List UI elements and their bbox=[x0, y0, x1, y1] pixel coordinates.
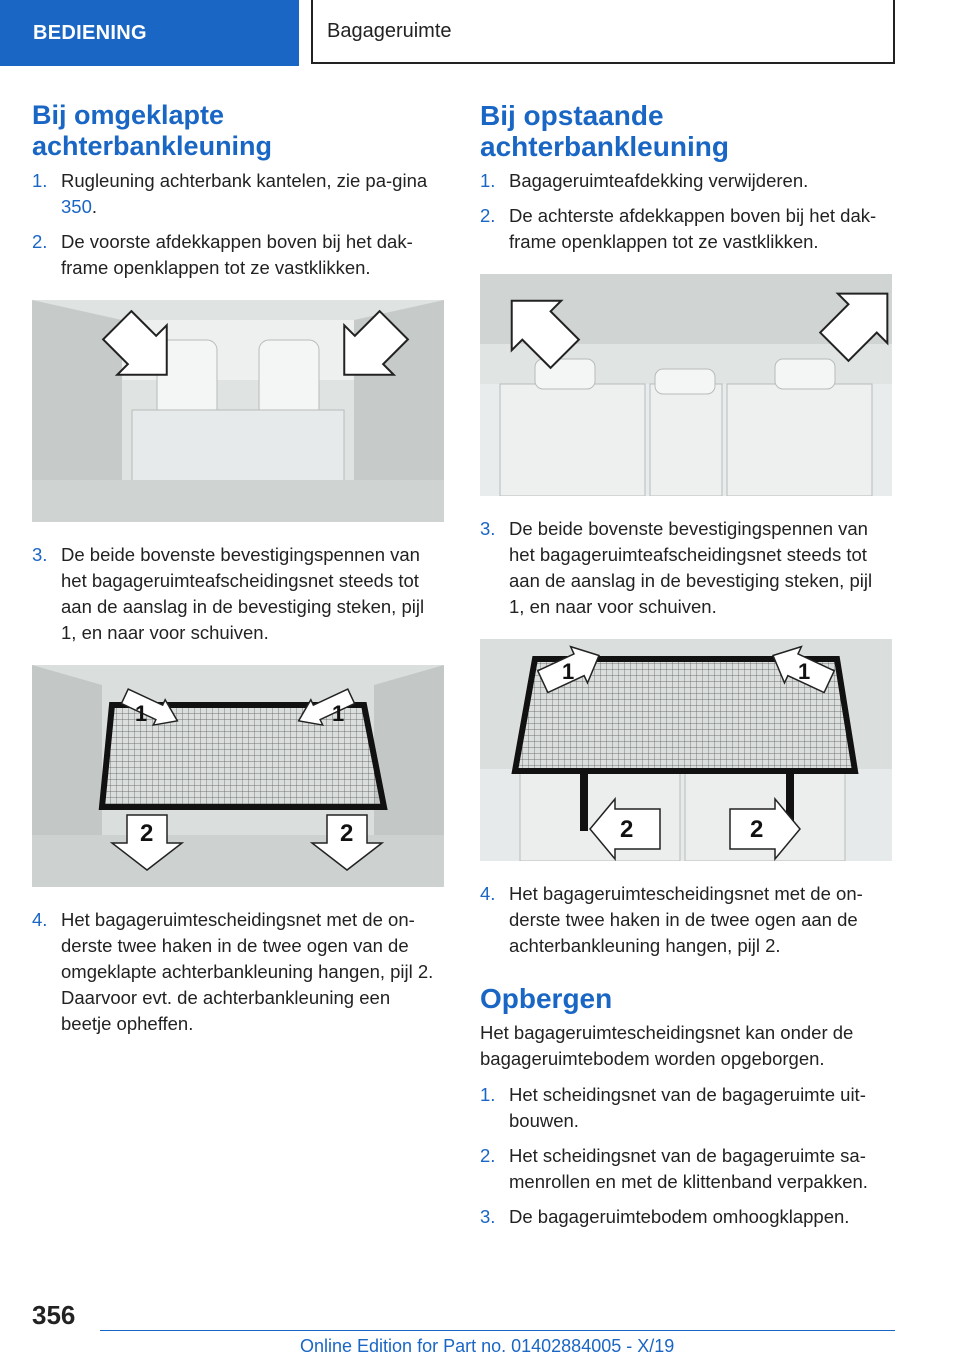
step-number: 2. bbox=[32, 231, 48, 252]
step-number: 3. bbox=[480, 1206, 496, 1227]
figure-cargo-folded-net bbox=[32, 665, 444, 887]
list-item bbox=[480, 1082, 892, 1134]
list-item bbox=[480, 1204, 892, 1230]
list-item bbox=[32, 542, 444, 646]
figure-cargo-folded-arrows bbox=[32, 300, 444, 522]
list-item bbox=[32, 907, 444, 1037]
section-heading-storage: Opbergen bbox=[480, 983, 613, 1014]
arrow-label-1b: 1 bbox=[332, 701, 345, 726]
step-number: 2. bbox=[480, 205, 496, 226]
figure-cargo-upright-arrows bbox=[480, 274, 892, 496]
step-number: 1. bbox=[480, 1084, 496, 1105]
footer-divider bbox=[100, 1330, 895, 1331]
arrow-label-2b: 2 bbox=[340, 820, 354, 847]
step-number: 4. bbox=[480, 883, 496, 904]
arrow-label-2b: 2 bbox=[750, 816, 764, 843]
list-item bbox=[480, 168, 892, 194]
steps-list-f bbox=[480, 881, 892, 959]
figure-cargo-upright-net bbox=[480, 639, 892, 861]
steps-list-c bbox=[32, 907, 444, 1037]
step-number: 3. bbox=[480, 518, 496, 539]
step-number: 1. bbox=[32, 170, 48, 191]
step-text: Het scheidingsnet van de bagageruimte sa-menrollen en met de klittenband verpakken. bbox=[509, 1145, 868, 1192]
chapter-title: Bagageruimte bbox=[327, 19, 452, 42]
page-number: 356 bbox=[32, 1300, 76, 1330]
arrow-label-2a: 2 bbox=[620, 816, 634, 843]
step-text: Het bagageruimtescheidingsnet met de on-derste twee haken in de twee ogen van de omgeklapte achterbankleuning hangen, pijl 2. Daarvoor evt. de achterbankleuning een beetje opheffen. bbox=[61, 909, 434, 1034]
step-text: De voorste afdekkappen boven bij het dak-frame openklappen tot ze vastklikken. bbox=[61, 231, 413, 278]
arrow-label-1a: 1 bbox=[135, 701, 148, 726]
step-number: 1. bbox=[480, 170, 496, 191]
step-number: 4. bbox=[32, 909, 48, 930]
step-text: Bagageruimteafdekking verwijderen. bbox=[509, 170, 809, 191]
storage-intro: Het bagageruimtescheidingsnet kan onder de bagageruimtebodem worden opgeborgen. bbox=[480, 1022, 854, 1069]
step-number: 2. bbox=[480, 1145, 496, 1166]
page-header bbox=[0, 0, 960, 66]
left-column bbox=[32, 100, 444, 1046]
arrow-label-2a: 2 bbox=[140, 820, 154, 847]
list-item bbox=[480, 203, 892, 255]
step-text: Het bagageruimtescheidingsnet met de on-derste twee haken in de twee ogen aan de achterbankleuning hangen, pijl 2. bbox=[509, 883, 863, 956]
edition-note: Online Edition for Part no. 01402884005 - X/19 bbox=[300, 1336, 675, 1356]
arrow-label-1a: 1 bbox=[562, 659, 575, 684]
step-text: De beide bovenste bevestigingspennen van het bagageruimteafscheidingsnet steeds tot aan de aanslag in de bevestiging steken, pijl 1, en naar voor schuiven. bbox=[509, 518, 873, 617]
step-text: De bagageruimtebodem omhoogklappen. bbox=[509, 1206, 850, 1227]
section-label: BEDIENING bbox=[33, 21, 147, 44]
list-item bbox=[480, 1143, 892, 1195]
step-suffix: . bbox=[91, 196, 98, 217]
steps-list-storage bbox=[480, 1082, 892, 1230]
section-tab[interactable] bbox=[0, 0, 299, 66]
steps-list-d bbox=[480, 168, 892, 255]
steps-list-e bbox=[480, 516, 892, 620]
list-item bbox=[32, 229, 444, 281]
section-heading-folded: Bij omgeklapte achterbankleuning bbox=[32, 100, 273, 161]
arrow-label-1b: 1 bbox=[798, 659, 811, 684]
right-column bbox=[480, 100, 892, 1239]
steps-list-a bbox=[32, 168, 444, 281]
step-text: Het scheidingsnet van de bagageruimte uit-bouwen. bbox=[509, 1084, 866, 1131]
step-text: De beide bovenste bevestigingspennen van het bagageruimteafscheidingsnet steeds tot aan de aanslag in de bevestiging steken, pijl 1, en naar voor schuiven. bbox=[61, 544, 425, 643]
page-link[interactable]: 350 bbox=[61, 196, 92, 217]
step-text: De achterste afdekkappen boven bij het dak-frame openklappen tot ze vastklikken. bbox=[509, 205, 877, 252]
list-item bbox=[32, 168, 444, 220]
section-heading-upright: Bij opstaande achterbankleuning bbox=[480, 100, 729, 162]
steps-list-b bbox=[32, 542, 444, 646]
list-item bbox=[480, 881, 892, 959]
chapter-title-box bbox=[311, 0, 895, 64]
list-item bbox=[480, 516, 892, 620]
step-number: 3. bbox=[32, 544, 48, 565]
step-text: Rugleuning achterbank kantelen, zie pa-gina bbox=[61, 170, 428, 191]
